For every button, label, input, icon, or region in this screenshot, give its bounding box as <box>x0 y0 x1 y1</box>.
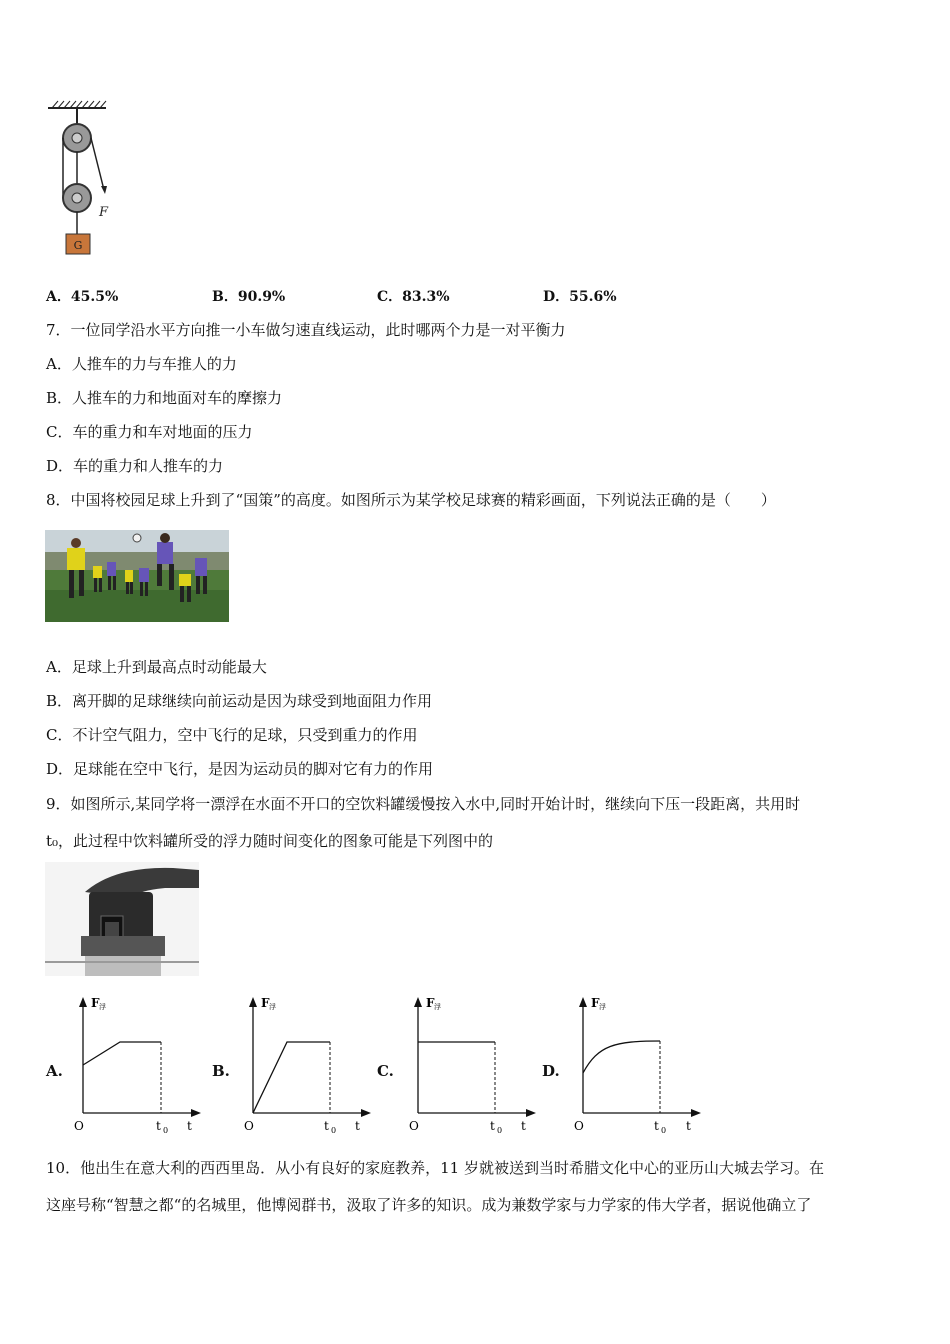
q8-stem: 8．中国将校园足球上升到了“国策”的高度。如图所示为某学校足球赛的精彩画面，下列说法正确的是（ ） <box>46 491 776 509</box>
q6-option-b[interactable]: B．90.9% <box>212 289 286 305</box>
graph-d <box>570 995 705 1135</box>
graph-b-label[interactable]: B. <box>212 1062 230 1080</box>
q6-option-c[interactable]: C．83.3% <box>377 289 450 305</box>
x-axis-label: t <box>686 1119 691 1133</box>
origin-label: O <box>409 1119 419 1133</box>
x-axis-label: t <box>521 1119 526 1133</box>
y-axis-sub: 浮 <box>599 1003 606 1011</box>
q8-option-c[interactable]: C．不计空气阻力，空中飞行的足球，只受到重力的作用 <box>46 726 418 744</box>
soccer-photo <box>45 530 229 622</box>
graph-c <box>405 995 540 1135</box>
q7-stem: 7．一位同学沿水平方向推一小车做匀速直线运动，此时哪两个力是一对平衡力 <box>46 321 566 339</box>
origin-label: O <box>574 1119 584 1133</box>
y-axis-label: F <box>591 996 600 1010</box>
q8-option-d[interactable]: D．足球能在空中飞行，是因为运动员的脚对它有力的作用 <box>46 760 434 778</box>
pulley-figure <box>44 98 124 260</box>
q6-option-d[interactable]: D．55.6% <box>543 289 617 305</box>
q6-option-a[interactable]: A．45.5% <box>46 289 119 305</box>
graph-a-label[interactable]: A. <box>46 1062 63 1080</box>
t0-label: t <box>654 1119 659 1133</box>
q9-stem-line1: 9．如图所示,某同学将一漂浮在水面不开口的空饮料罐缓慢按入水中,同时开始计时，继续向下压一段距离，共用时 <box>46 795 801 813</box>
y-axis-sub: 浮 <box>269 1003 276 1011</box>
force-label: F <box>99 205 109 220</box>
q9-stem-line2: t₀，此过程中饮料罐所受的浮力随时间变化的图象可能是下列图中的 <box>46 832 494 850</box>
graph-b <box>240 995 375 1135</box>
q8-option-a[interactable]: A．足球上升到最高点时动能最大 <box>46 658 267 676</box>
graph-a <box>70 995 205 1135</box>
graph-d-label[interactable]: D. <box>542 1062 560 1080</box>
y-axis-label: F <box>261 996 270 1010</box>
t0-label: t <box>490 1119 495 1133</box>
q10-line2: 这座号称“智慧之都“的名城里，他博阅群书，汲取了许多的知识。成为兼数学家与力学家的伟大学者，据说他确立了 <box>46 1196 812 1214</box>
q7-option-c[interactable]: C．车的重力和车对地面的压力 <box>46 423 253 441</box>
origin-label: O <box>244 1119 254 1133</box>
t0-label: t <box>156 1119 161 1133</box>
t0-sub: 0 <box>497 1126 503 1135</box>
q8-option-b[interactable]: B．离开脚的足球继续向前运动是因为球受到地面阻力作用 <box>46 692 433 710</box>
q7-option-b[interactable]: B．人推车的力和地面对车的摩擦力 <box>46 389 283 407</box>
origin-label: O <box>74 1119 84 1133</box>
x-axis-label: t <box>187 1119 192 1133</box>
q7-option-a[interactable]: A．人推车的力与车推人的力 <box>46 355 237 373</box>
y-axis-label: F <box>426 996 435 1010</box>
x-axis-label: t <box>355 1119 360 1133</box>
q10-line1: 10．他出生在意大利的西西里岛．从小有良好的家庭教养，11 岁就被送到当时希腊文化中心的亚历山大城去学习。在 <box>46 1159 824 1177</box>
q7-option-d[interactable]: D．车的重力和人推车的力 <box>46 457 224 475</box>
graph-c-label[interactable]: C. <box>377 1062 394 1080</box>
y-axis-label: F <box>91 996 100 1010</box>
y-axis-sub: 浮 <box>99 1003 106 1011</box>
y-axis-sub: 浮 <box>434 1003 441 1011</box>
can-photo <box>45 862 199 976</box>
t0-sub: 0 <box>661 1126 667 1135</box>
weight-label: G <box>73 239 83 252</box>
t0-sub: 0 <box>163 1126 169 1135</box>
t0-label: t <box>324 1119 329 1133</box>
t0-sub: 0 <box>331 1126 337 1135</box>
